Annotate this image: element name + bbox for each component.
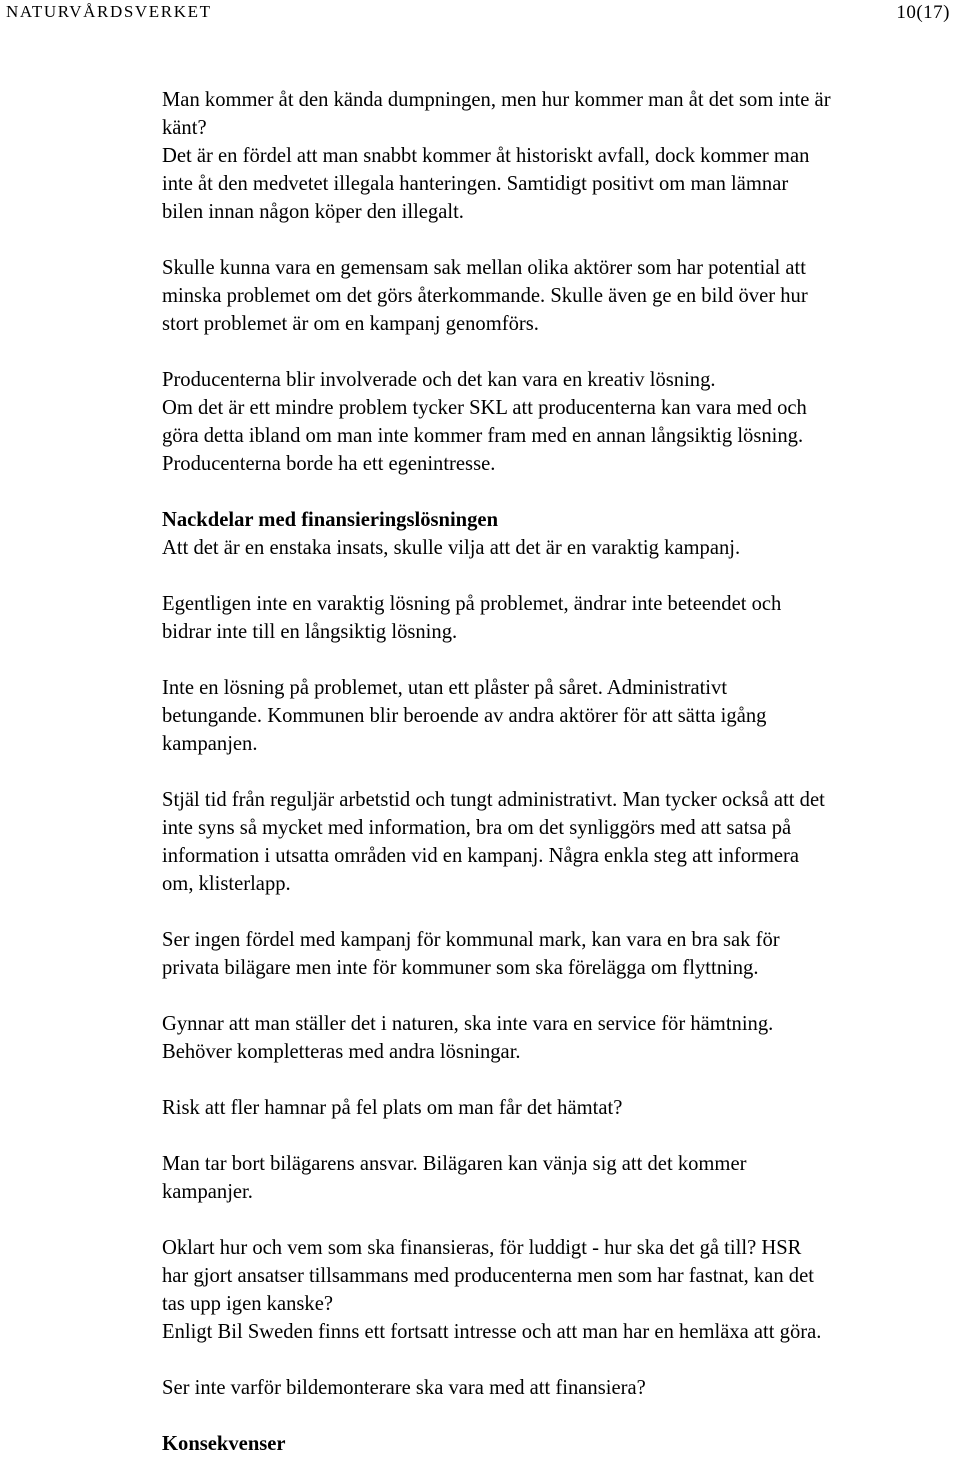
paragraph: Risk att fler hamnar på fel plats om man får det hämtat? [162,1097,623,1119]
paragraph: Att det är en enstaka insats, skulle vilja att det är en varaktig kampanj. [162,537,741,559]
document-body [162,86,954,1458]
paragraph: Man kommer åt den kända dumpningen, men hur kommer man åt det som inte är känt? [162,89,831,139]
paragraph: Enligt Bil Sweden finns ett fortsatt intresse och att man har en hemläxa att göra. [162,1321,822,1343]
paragraph: Ser ingen fördel med kampanj för kommunal mark, kan vara en bra sak för privata bilägare men inte för kommuner som ska förelägga om flyttning. [162,929,780,979]
paragraph: Det är en fördel att man snabbt kommer åt historiskt avfall, dock kommer man inte åt den medvetet illegala hanteringen. Samtidigt positivt om man lämnar bilen innan någon köper den illegalt. [162,145,810,223]
paragraph: Producenterna blir involverade och det kan vara en kreativ lösning. [162,369,716,391]
paragraph: Om det är ett mindre problem tycker SKL att producenterna kan vara med och göra detta ibland om man inte kommer fram med en annan långsiktig lösning. Producenterna borde ha ett egenintresse. [162,397,807,475]
organization-name: NATURVÅRDSVERKET [6,2,212,21]
paragraph: Stjäl tid från reguljär arbetstid och tungt administrativt. Man tycker också att det inte syns så mycket med information, bra om det synliggörs med att satsa på information i utsatta områden vid en kampanj. Några enkla steg att informera om, klisterlapp. [162,789,825,895]
page-number: 10(17) [896,2,950,23]
paragraph: Gynnar att man ställer det i naturen, ska inte vara en service för hämtning. Behöver kompletteras med andra lösningar. [162,1013,774,1063]
paragraph: Inte en lösning på problemet, utan ett plåster på såret. Administrativt betungande. Kommunen blir beroende av andra aktörer för att sätta igång kampanjen. [162,677,767,755]
paragraph: Oklart hur och vem som ska finansieras, för luddigt - hur ska det gå till? HSR har gjort ansatser tillsammans med producenterna men som har fastnat, kan det tas upp igen kanske? [162,1237,814,1315]
section-heading: Nackdelar med finansieringslösningen [162,509,499,531]
paragraph: Egentligen inte en varaktig lösning på problemet, ändrar inte beteendet och bidrar inte till en långsiktig lösning. [162,593,782,643]
paragraph: Man tar bort bilägarens ansvar. Bilägaren kan vänja sig att det kommer kampanjer. [162,1153,747,1203]
paragraph: Skulle kunna vara en gemensam sak mellan olika aktörer som har potential att minska problemet om det görs återkommande. Skulle även ge en bild över hur stort problemet är om en kampanj genomförs. [162,257,808,335]
page-header [0,0,960,30]
section-heading: Konsekvenser [162,1433,286,1455]
paragraph: Ser inte varför bildemonterare ska vara med att finansiera? [162,1377,646,1399]
